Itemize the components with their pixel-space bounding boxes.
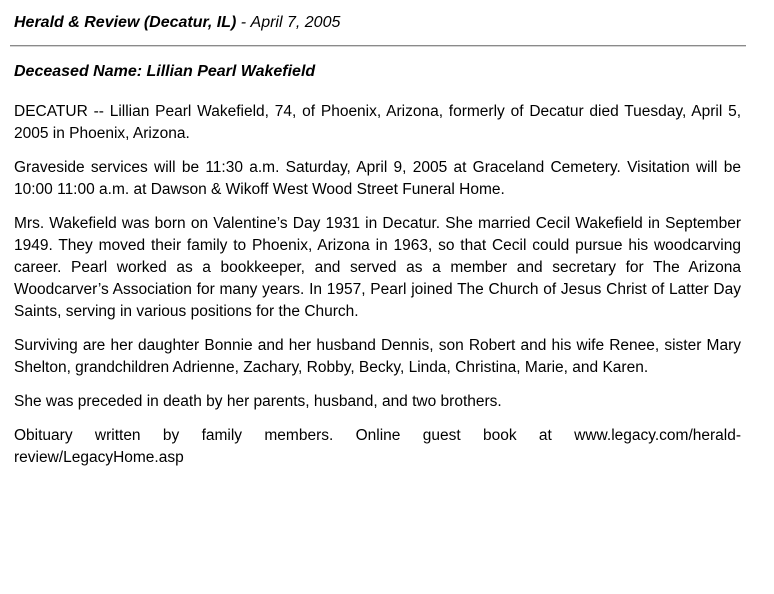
article-header <box>14 12 340 34</box>
paragraph-biography: Mrs. Wakefield was born on Valentine’s Day 1931 in Decatur. She married Cecil Wakefield in September 1949. They moved their family to Phoenix, Arizona in 1963, so that Cecil could pursue his woodcarving career. Pearl worked as a bookkeeper, and served as a member and secretary for The Arizona Woodcarver’s Association for many years. In 1957, Pearl joined The Church of Jesus Christ of Latter Day Saints, serving in various positions for the Church. <box>14 215 741 320</box>
obituary-body <box>14 101 741 481</box>
header-separator: - <box>240 14 247 31</box>
header-divider <box>10 45 746 47</box>
newspaper-source: Herald & Review (Decatur, IL) <box>14 14 237 31</box>
paragraph-announcement: DECATUR -- Lillian Pearl Wakefield, 74, of Phoenix, Arizona, formerly of Decatur died Tuesday, April 5, 2005 in Phoenix, Arizona. <box>14 103 741 142</box>
deceased-name-heading: Deceased Name: Lillian Pearl Wakefield <box>14 63 316 80</box>
paragraph-survivors: Surviving are her daughter Bonnie and her husband Dennis, son Robert and his wife Renee, sister Mary Shelton, grandchildren Adrienne, Zachary, Robby, Becky, Linda, Christina, Marie, and Karen. <box>14 337 741 376</box>
paragraph-preceded: She was preceded in death by her parents, husband, and two brothers. <box>14 393 502 410</box>
paragraph-guestbook: Obituary written by family members. Online guest book at www.legacy.com/herald-review/LegacyHome.asp <box>14 427 741 466</box>
paragraph-services: Graveside services will be 11:30 a.m. Saturday, April 9, 2005 at Graceland Cemetery. Visitation will be 10:00 11:00 a.m. at Dawson & Wikoff West Wood Street Funeral Home. <box>14 159 741 198</box>
publication-date: April 7, 2005 <box>250 14 341 31</box>
